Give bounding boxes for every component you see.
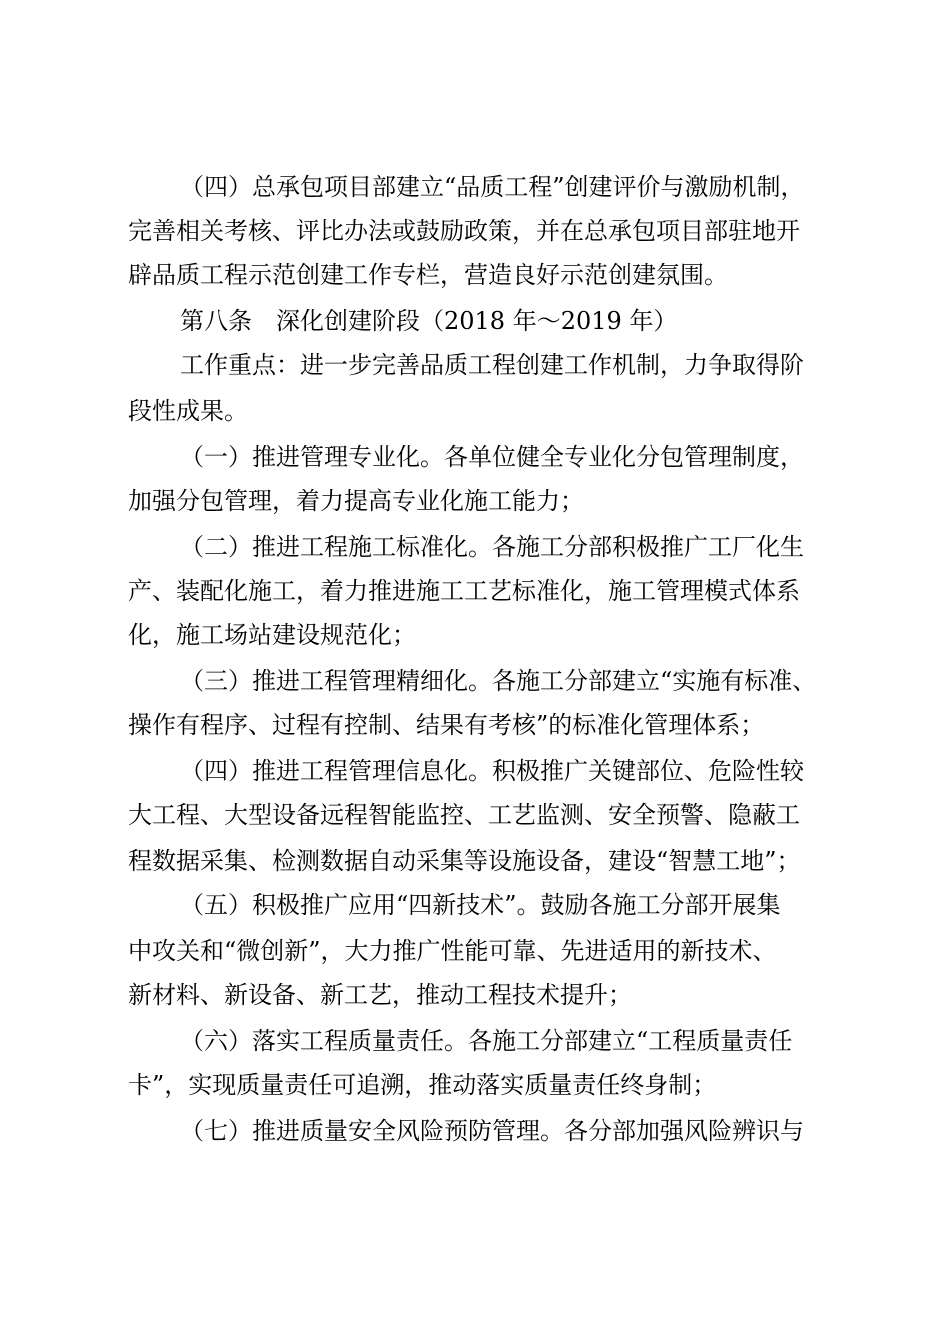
paragraph-line: （四）总承包项目部建立“品质工程”创建评价与激励机制， bbox=[180, 173, 805, 201]
paragraph-line: 中攻关和“微创新”，大力推广性能可靠、先进适用的新技术、 bbox=[128, 937, 777, 965]
paragraph-line: 大工程、大型设备远程智能监控、工艺监测、安全预警、隐蔽工 bbox=[128, 801, 800, 829]
paragraph-line: 化，施工场站建设规范化； bbox=[128, 621, 416, 649]
paragraph-line: （四）推进工程管理信息化。积极推广关键部位、危险性较 bbox=[180, 757, 804, 785]
paragraph-line: （六）落实工程质量责任。各施工分部建立“工程质量责任 bbox=[180, 1027, 793, 1055]
paragraph-line: 工作重点：进一步完善品质工程创建工作机制，力争取得阶 bbox=[180, 351, 804, 379]
paragraph-line: 程数据采集、检测数据自动采集等设施设备，建设“智慧工地”； bbox=[128, 847, 801, 875]
paragraph-line: （二）推进工程施工标准化。各施工分部积极推广工厂化生 bbox=[180, 533, 804, 561]
article-heading: 第八条 深化创建阶段（2018 年～2019 年） bbox=[180, 307, 678, 335]
paragraph-line: （三）推进工程管理精细化。各施工分部建立“实施有标准、 bbox=[180, 667, 817, 695]
paragraph-line: 完善相关考核、评比办法或鼓励政策，并在总承包项目部驻地开 bbox=[128, 217, 800, 245]
paragraph-line: （五）积极推广应用“四新技术”。鼓励各施工分部开展集 bbox=[180, 891, 781, 919]
paragraph-line: 段性成果。 bbox=[128, 397, 248, 425]
paragraph-line: 辟品质工程示范创建工作专栏，营造良好示范创建氛围。 bbox=[128, 261, 728, 289]
paragraph-line: 卡”，实现质量责任可追溯，推动落实质量责任终身制； bbox=[128, 1071, 717, 1099]
paragraph-line: 操作有程序、过程有控制、结果有考核”的标准化管理体系； bbox=[128, 711, 765, 739]
paragraph-line: 新材料、新设备、新工艺，推动工程技术提升； bbox=[128, 981, 632, 1009]
paragraph-line: 加强分包管理，着力提高专业化施工能力； bbox=[128, 487, 584, 515]
paragraph-line: （七）推进质量安全风险预防管理。各分部加强风险辨识与 bbox=[180, 1117, 804, 1145]
paragraph-line: 产、装配化施工，着力推进施工工艺标准化，施工管理模式体系 bbox=[128, 577, 800, 605]
paragraph-line: （一）推进管理专业化。各单位健全专业化分包管理制度， bbox=[180, 443, 804, 471]
